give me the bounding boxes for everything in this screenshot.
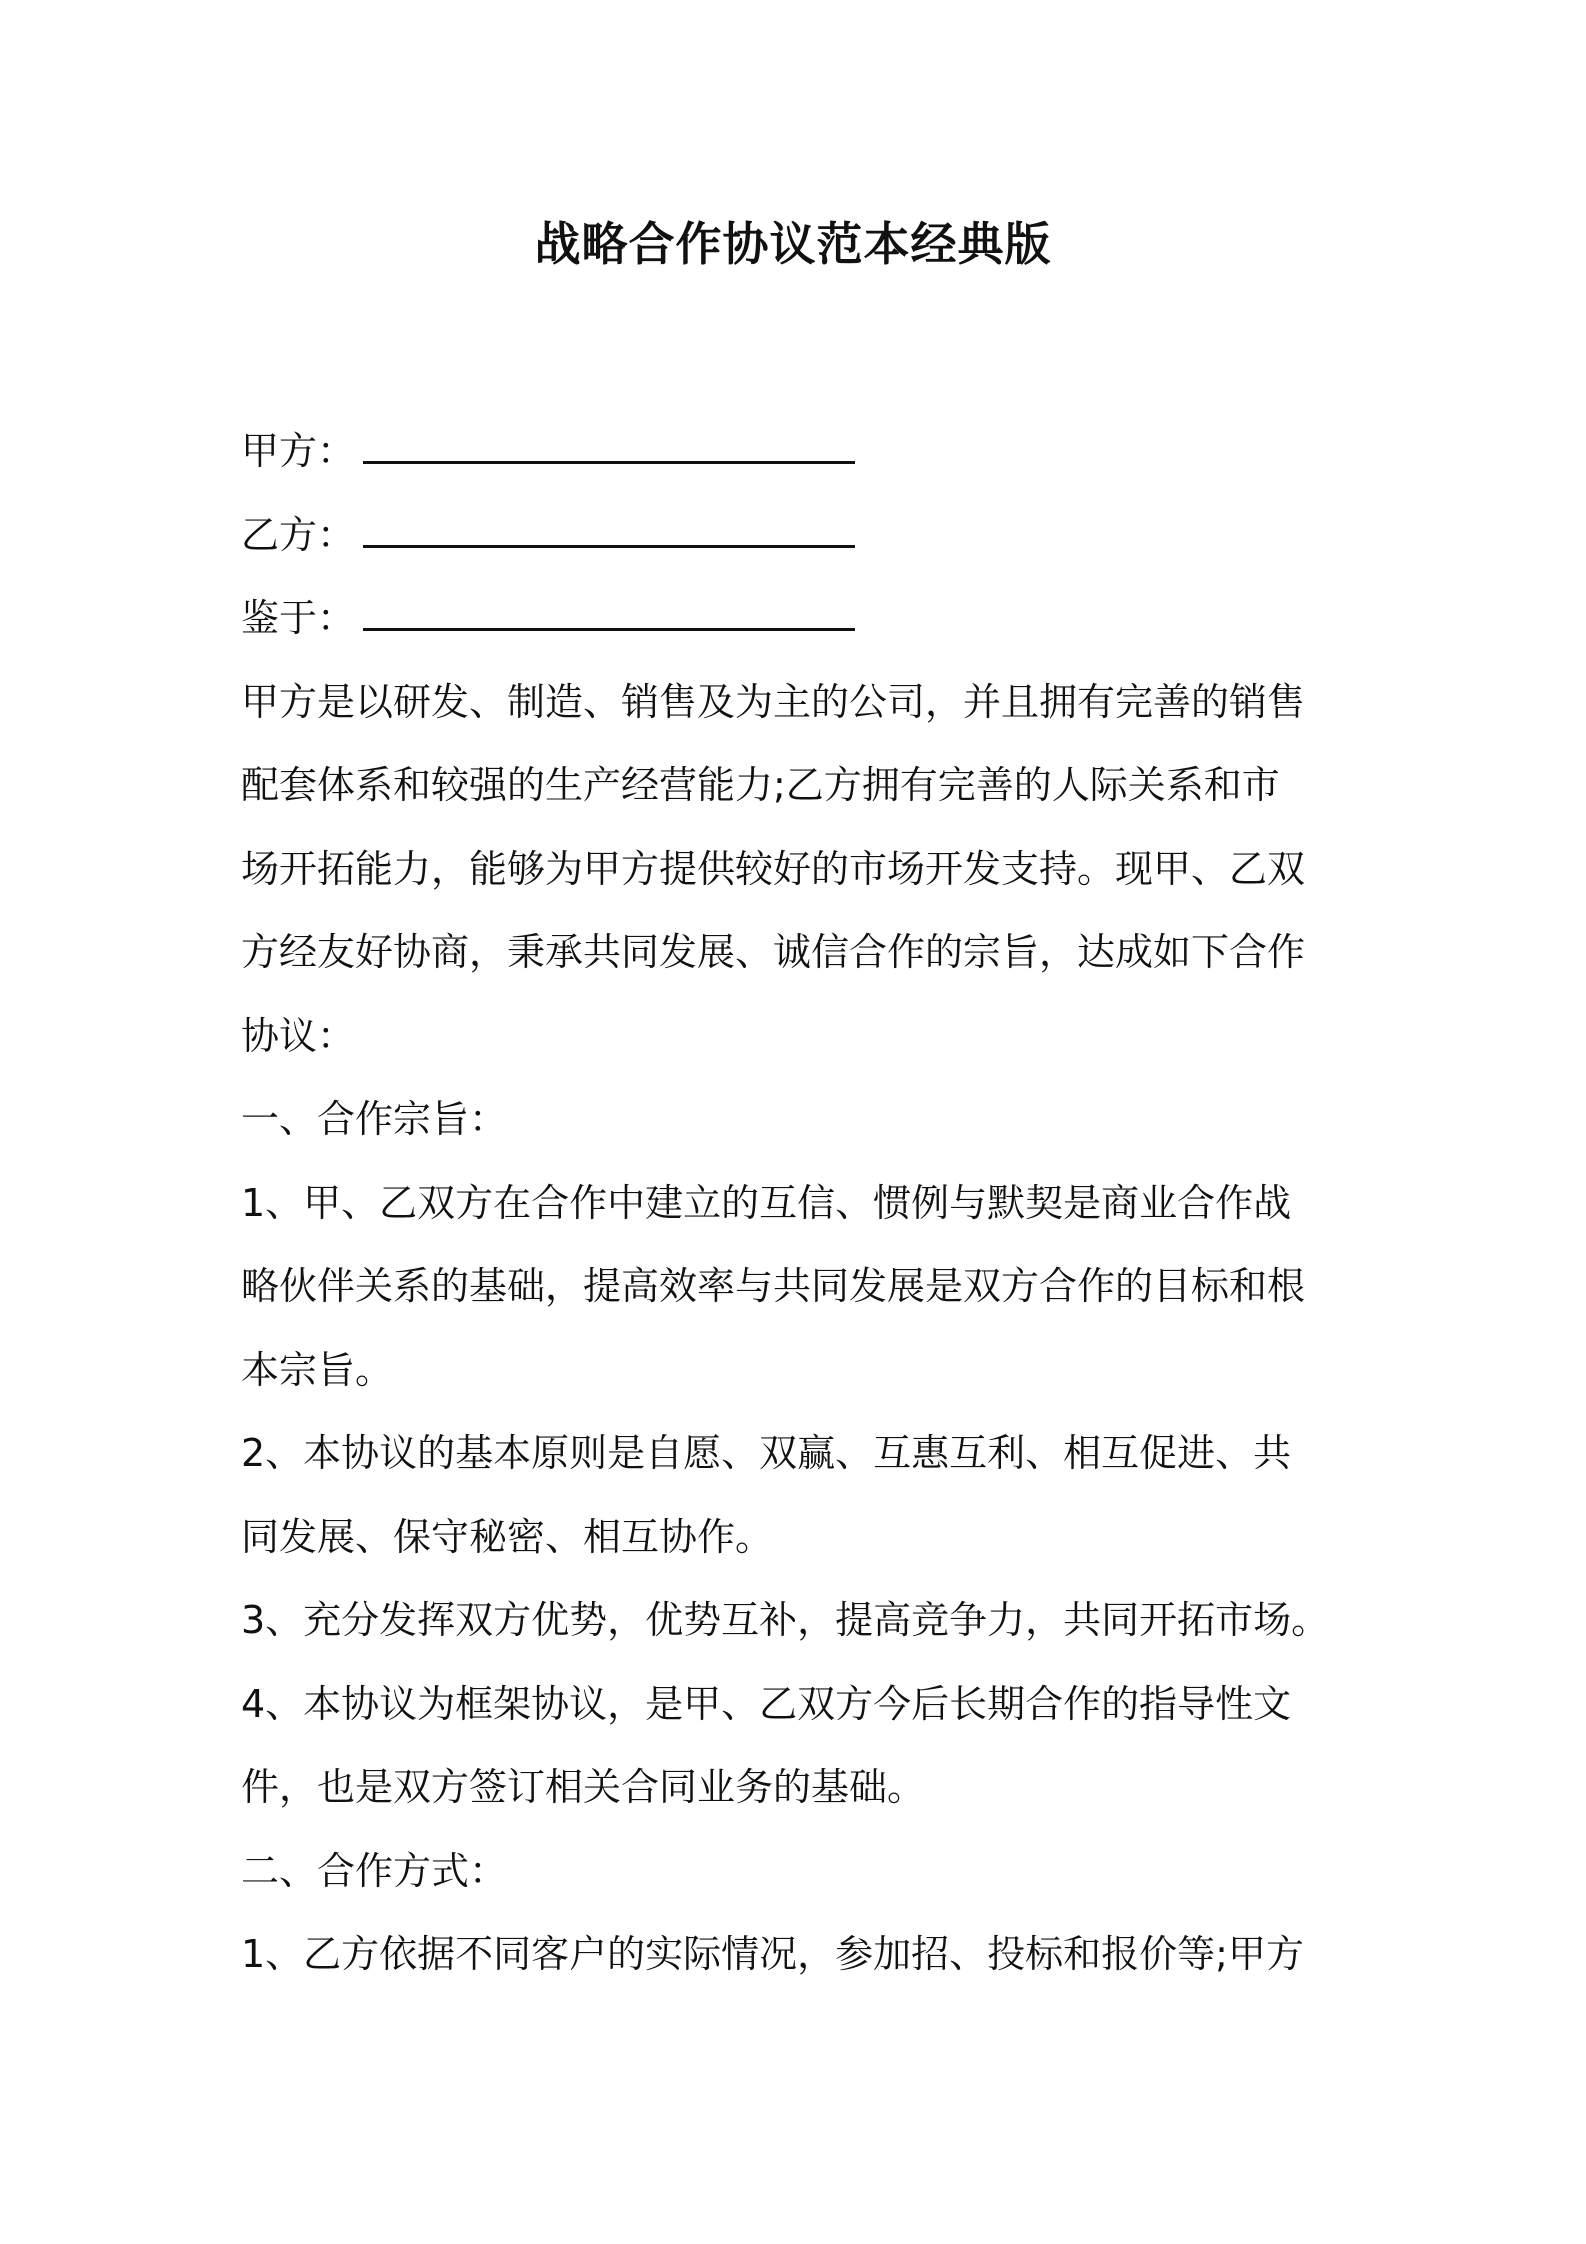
document-body xyxy=(241,410,1371,1997)
paragraph-line: 协议： xyxy=(241,1013,356,1058)
party-b-field xyxy=(241,494,1371,578)
paragraph-line: 件，也是双方签订相关合同业务的基础。 xyxy=(241,1765,926,1809)
paragraph-line: 1、乙方依据不同客户的实际情况，参加招、投标和报价等;甲方 xyxy=(241,1932,1304,1976)
party-b-blank xyxy=(363,501,855,548)
whereas-field xyxy=(241,577,1371,661)
section-heading: 一、合作宗旨： xyxy=(241,1097,508,1141)
paragraph-line: 本宗旨。 xyxy=(241,1347,394,1392)
whereas-blank xyxy=(363,584,855,631)
section-heading: 二、合作方式： xyxy=(241,1848,508,1893)
party-b-label: 乙方： xyxy=(241,512,356,557)
party-a-blank xyxy=(363,417,855,464)
paragraph-line: 同发展、保守秘密、相互协作。 xyxy=(241,1514,774,1559)
paragraph-line: 场开拓能力，能够为甲方提供较好的市场开发支持。现甲、乙双 xyxy=(241,846,1306,891)
paragraph-line: 4、本协议为框架协议，是甲、乙双方今后长期合作的指导性文 xyxy=(241,1681,1292,1726)
paragraph-line: 方经友好协商，秉承共同发展、诚信合作的宗旨，达成如下合作 xyxy=(241,930,1306,974)
party-a-label: 甲方： xyxy=(241,429,356,473)
paragraph-line: 略伙伴关系的基础，提高效率与共同发展是双方合作的目标和根 xyxy=(241,1264,1306,1308)
paragraph-line: 配套体系和较强的生产经营能力;乙方拥有完善的人际关系和市 xyxy=(241,763,1280,807)
party-a-field xyxy=(241,410,1371,494)
paragraph-line: 3、充分发挥双方优势，优势互补，提高竞争力，共同开拓市场。 xyxy=(241,1598,1330,1642)
whereas-label: 鉴于： xyxy=(241,596,356,640)
paragraph-line: 甲方是以研发、制造、销售及为主的公司，并且拥有完善的销售 xyxy=(241,679,1306,724)
paragraph-line: 2、本协议的基本原则是自愿、双赢、互惠互利、相互促进、共 xyxy=(241,1431,1292,1475)
paragraph-line: 1、甲、乙双方在合作中建立的互信、惯例与默契是商业合作战 xyxy=(241,1180,1292,1225)
document-title: 战略合作协议范本经典版 xyxy=(534,217,1052,271)
